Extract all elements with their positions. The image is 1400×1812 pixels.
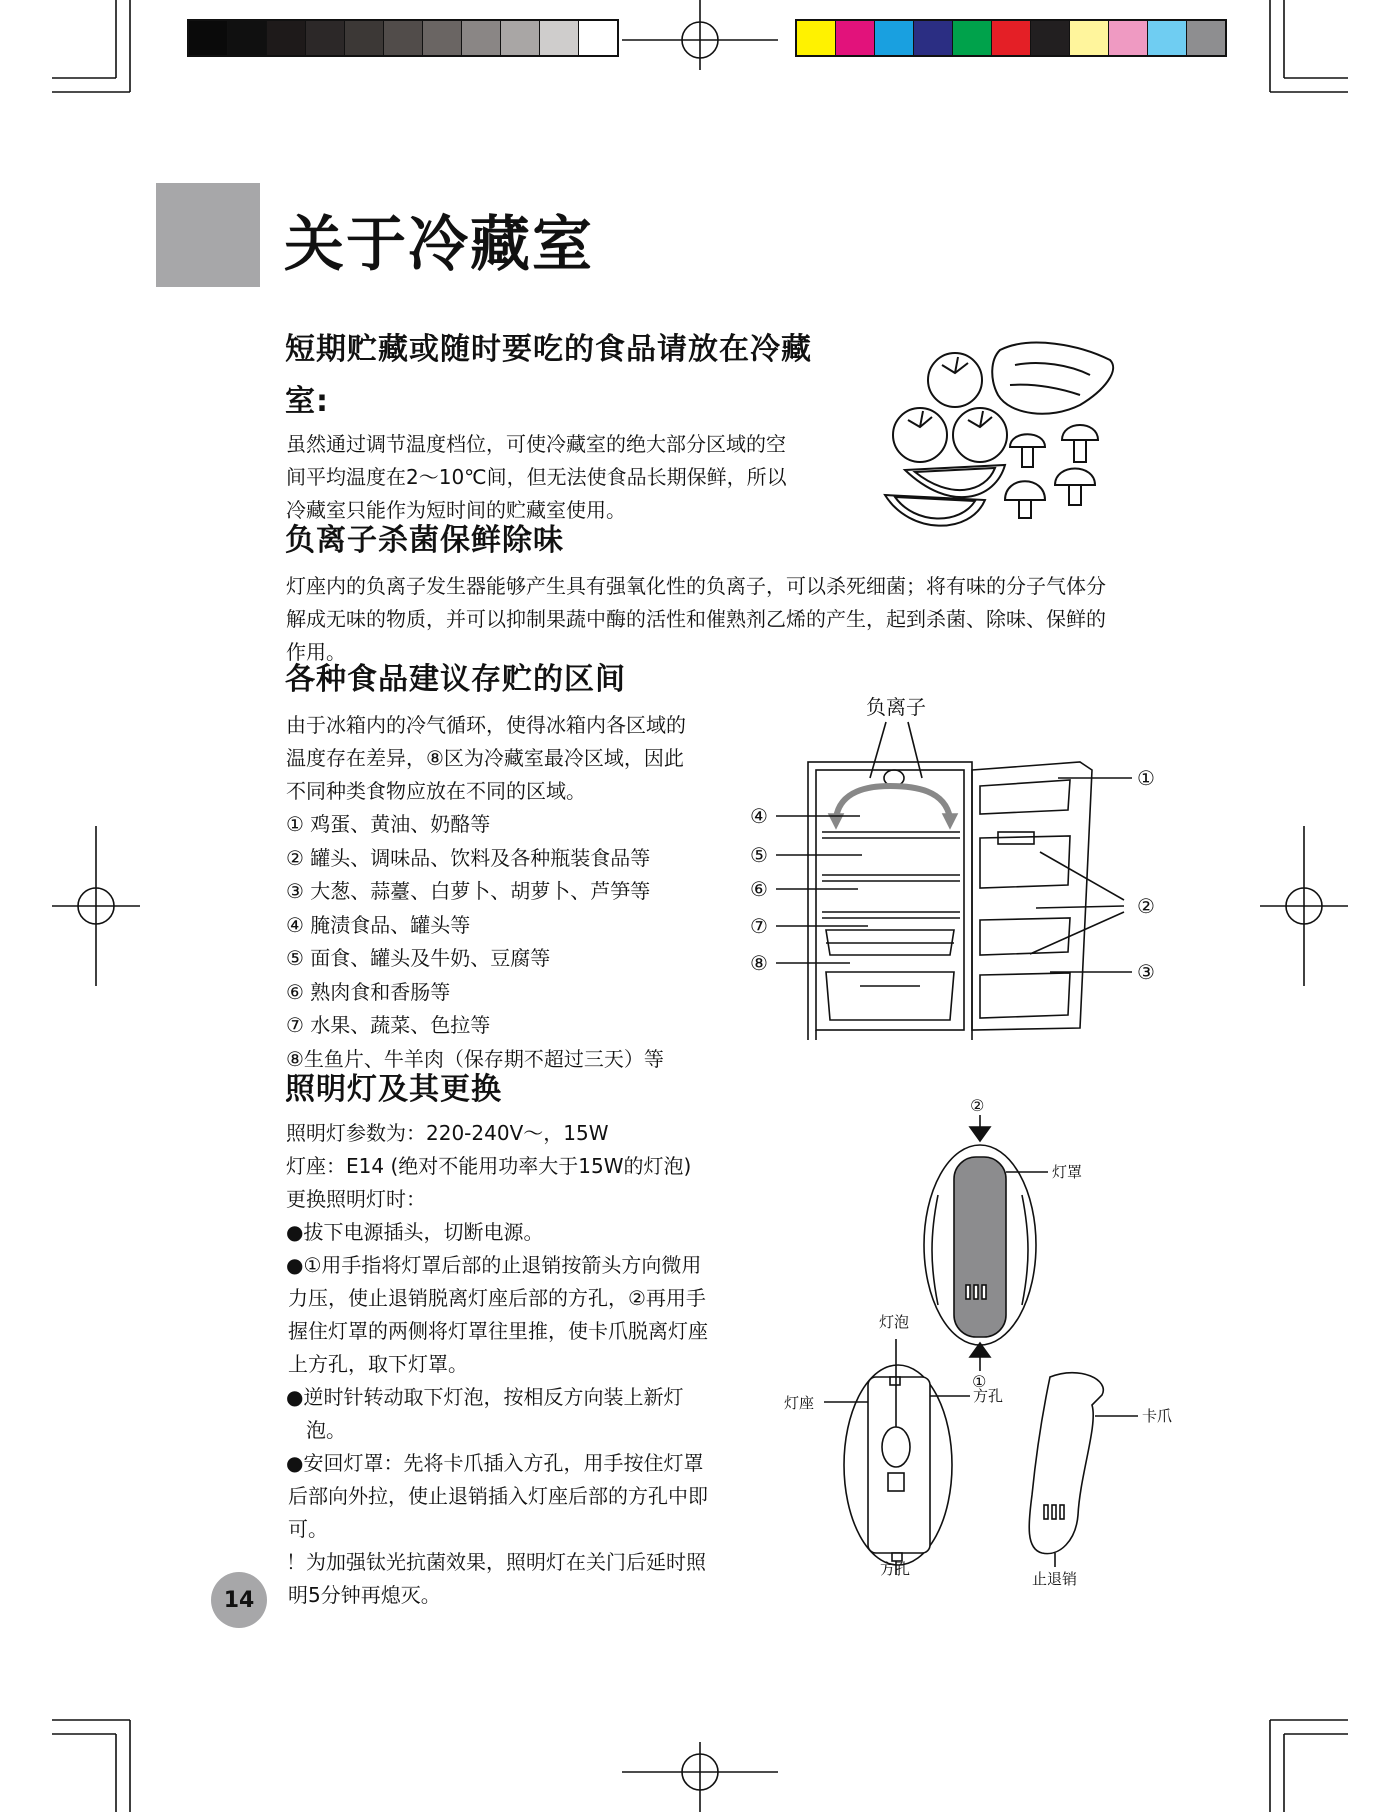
marker-4: ④ (750, 804, 768, 828)
fridge-zone-diagram (740, 690, 1180, 1040)
bulb-label: 灯泡 (879, 1313, 910, 1331)
spec-power: 照明灯参数为：220-240V～，15W (286, 1121, 609, 1145)
lamp-cover-label: 灯罩 (1052, 1163, 1083, 1181)
marker-1: ① (1137, 766, 1155, 790)
section2-body (286, 570, 1206, 669)
bullet-replace-bulb (286, 1381, 756, 1447)
marker-8: ⑧ (750, 951, 768, 975)
square-hole-label: 方孔 (973, 1387, 1004, 1405)
lamp-cover-shape (954, 1157, 1006, 1337)
bullet-line: ●①用手指将灯罩后部的止退销按箭头方向微用 (286, 1253, 702, 1277)
square-hole-bottom-label: 方孔 (880, 1560, 911, 1578)
meat-icon (992, 343, 1113, 414)
bullet-line: 泡。 (306, 1418, 346, 1442)
section2-body-line: 灯座内的负离子发生器能够产生具有强氧化性的负离子，可以杀死细菌；将有味的分子气体分 (286, 574, 1106, 598)
ion-label: 负离子 (866, 695, 926, 719)
marker-6: ⑥ (750, 877, 768, 901)
bullet-reinstall-cover (286, 1447, 756, 1546)
tomato-icon (928, 353, 982, 407)
replace-label: 更换照明灯时： (286, 1187, 426, 1211)
marker-2: ② (1137, 894, 1155, 918)
title-gray-block (156, 183, 260, 287)
arrow-label-1: ① (972, 1372, 987, 1391)
list-item: ④ 腌渍食品、罐头等 (286, 912, 471, 937)
section2-body-line: 解成无味的物质，并可以抑制果蔬中酶的活性和催熟剂乙烯的产生，起到杀菌、除味、保鲜的 (286, 607, 1106, 631)
bullet-line: 力压，使止退销脱离灯座后部的方孔，②再用手 (288, 1286, 706, 1310)
mushroom-icon (1055, 469, 1095, 486)
stop-pin-label: 止退销 (1032, 1570, 1078, 1588)
mushroom-icon (1062, 425, 1098, 440)
list-item: ⑤ 面食、罐头及牛奶、豆腐等 (286, 946, 551, 970)
list-item: ① 鸡蛋、黄油、奶酪等 (286, 812, 491, 836)
socket-label: 灯座 (784, 1394, 815, 1412)
list-item: ⑦ 水果、蔬菜、色拉等 (286, 1013, 491, 1037)
section1-body (286, 428, 846, 527)
mushroom-icon (1010, 434, 1045, 447)
section3-heading: 各种食品建议存贮的区间 (285, 662, 626, 697)
section3-intro (286, 709, 766, 808)
list-item: ③ 大葱、蒜薹、白萝卜、胡萝卜、芦笋等 (286, 879, 651, 903)
section4-heading: 照明灯及其更换 (285, 1072, 502, 1107)
bullet-line: ●逆时针转动取下灯泡，按相反方向装上新灯 (286, 1385, 684, 1409)
food-illustration (880, 335, 1130, 535)
page-number: 14 (211, 1572, 267, 1628)
note-line: 明5分钟再熄灭。 (288, 1583, 441, 1607)
storage-zone-list (286, 808, 664, 1076)
section1-heading-line1: 短期贮藏或随时要吃的食品请放在冷藏 (285, 332, 812, 367)
claw-label: 卡爪 (1142, 1407, 1173, 1425)
note-line: ！为加强钛光抗菌效果，照明灯在关门后延时照 (286, 1550, 706, 1574)
lamp-specs (286, 1117, 756, 1612)
marker-7: ⑦ (750, 914, 768, 938)
bullet-line: ●安回灯罩：先将卡爪插入方孔，用手按住灯罩 (286, 1451, 704, 1475)
bullet-line: 上方孔，取下灯罩。 (288, 1352, 468, 1376)
arrow-label-2: ② (970, 1096, 985, 1115)
marker-5: ⑤ (750, 843, 768, 867)
section1-heading-line2: 室: (285, 384, 329, 419)
bullet-remove-cover (286, 1249, 756, 1381)
bullet-line: 握住灯罩的两侧将灯罩往里推，使卡爪脱离灯座 (288, 1319, 708, 1343)
section3-intro-line: 不同种类食物应放在不同的区域。 (286, 779, 586, 803)
bullet-unplug: ●拔下电源插头，切断电源。 (286, 1220, 544, 1244)
spec-socket: 灯座：E14 (绝对不能用功率大于15W的灯泡) (286, 1154, 692, 1178)
tomato-icon (953, 408, 1007, 462)
list-item: ⑧生鱼片、牛羊肉（保存期不超过三天）等 (286, 1046, 664, 1071)
section3-intro-line: 由于冰箱内的冷气循环，使得冰箱内各区域的 (286, 713, 686, 737)
bullet-line: 可。 (288, 1517, 328, 1541)
note (286, 1546, 756, 1612)
section1-body-line: 虽然通过调节温度档位，可使冷藏室的绝大部分区域的空 (286, 432, 786, 456)
section2-body-line: 作用。 (286, 640, 346, 664)
lamp-replacement-diagram (780, 1095, 1200, 1595)
marker-3: ③ (1137, 960, 1155, 984)
section1-body-line: 冷藏室只能作为短时间的贮藏室使用。 (286, 498, 626, 522)
page-title: 关于冷藏室 (284, 210, 594, 280)
section3-intro-line: 温度存在差异，⑧区为冷藏室最冷区域，因此 (286, 746, 684, 770)
list-item: ⑥ 熟肉食和香肠等 (286, 979, 451, 1004)
section2-heading: 负离子杀菌保鲜除味 (285, 523, 564, 558)
section1-body-line: 间平均温度在2～10℃间，但无法使食品长期保鲜，所以 (286, 465, 787, 489)
tomato-icon (893, 408, 947, 462)
mushroom-icon (1005, 481, 1045, 500)
list-item: ② 罐头、调味品、饮料及各种瓶装食品等 (286, 845, 651, 870)
bullet-line: 后部向外拉，使止退销插入灯座后部的方孔中即 (288, 1484, 708, 1508)
